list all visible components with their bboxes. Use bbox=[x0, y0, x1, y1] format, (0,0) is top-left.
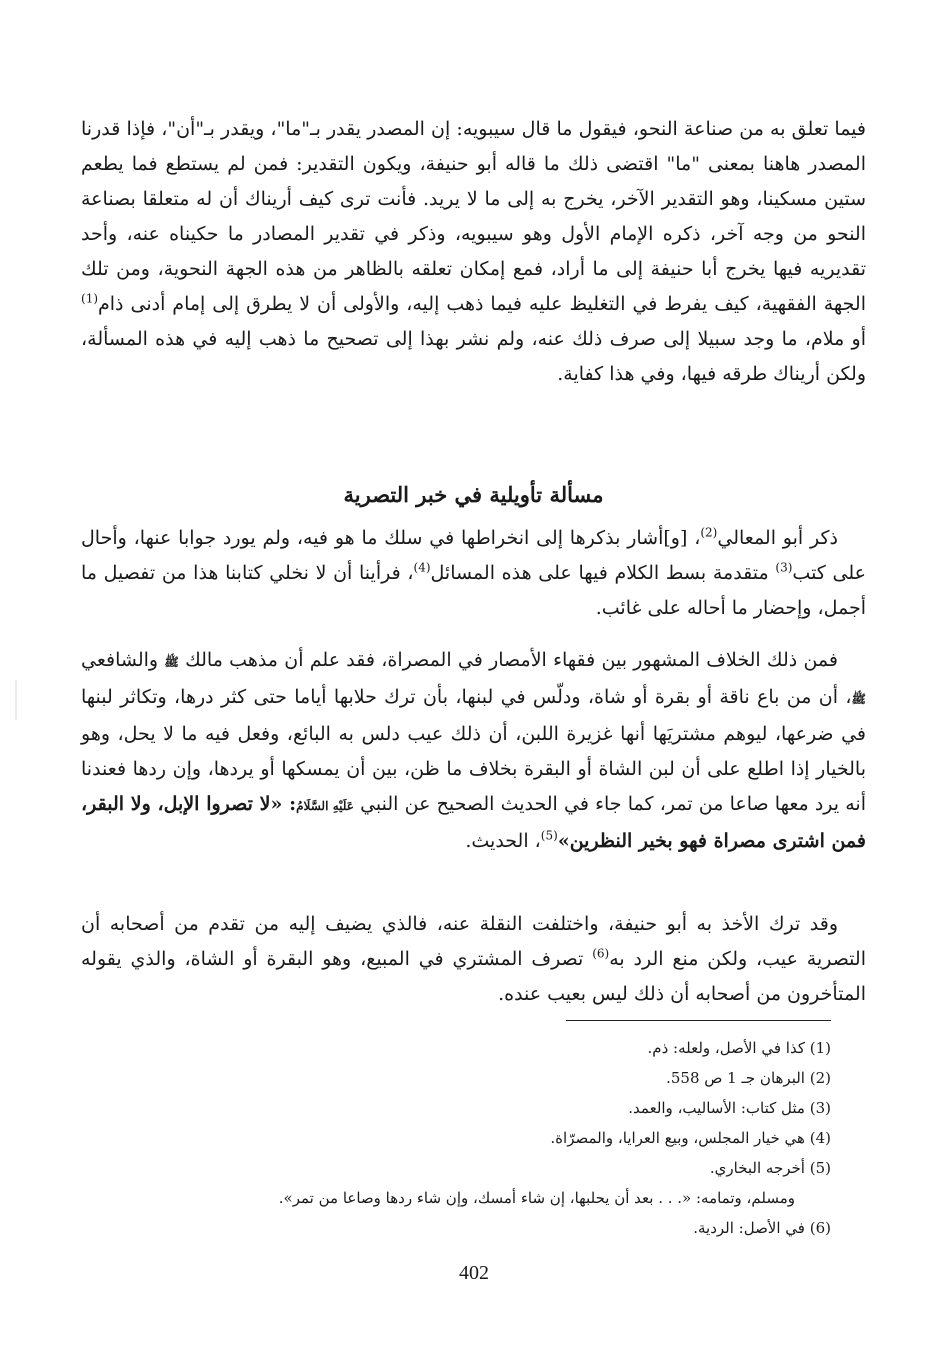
paragraph-4-part-b: تصرف المشتري في المبيع، وهو البقرة أو الشاة، والذي يقوله المتأخرون من أصحابه أن ذلك ليس بعيب عنده. bbox=[81, 948, 866, 1005]
footnote-ref-6: (6) bbox=[592, 946, 610, 961]
honorific-mark-2: ﷺ bbox=[851, 692, 866, 706]
hadith-quote: : «لا تصروا الإبل، ولا البقر، فمن اشترى مصراة فهو بخير النظرين» bbox=[81, 793, 866, 852]
paragraph-3 bbox=[81, 643, 866, 859]
paragraph-3-part-d: ، الحديث. bbox=[465, 830, 541, 852]
footnote-ref-1: (1) bbox=[81, 291, 99, 306]
paragraph-3-part-b: والشافعي bbox=[81, 649, 165, 671]
footnote-ref-2: (2) bbox=[700, 525, 718, 540]
footnote-6: (6) في الأصل: الردية. bbox=[693, 1219, 831, 1237]
scan-artifact bbox=[15, 680, 17, 720]
footnote-2: (2) البرهان جـ 1 ص 558. bbox=[666, 1069, 831, 1087]
footnote-ref-5: (5) bbox=[540, 828, 558, 843]
section-heading: مسألة تأويلية في خبر التصرية bbox=[343, 482, 604, 507]
paragraph-3-part-a: فمن ذلك الخلاف المشهور بين فقهاء الأمصار في المصراة، فقد علم أن مذهب مالك bbox=[185, 649, 838, 671]
paragraph-4-part-a: وقد ترك الأخذ به أبو حنيفة، واختلفت النقلة عنه، فالذي يضيف إليه من تقدم من أصحابه أن التصرية عيب، ولكن منع الرد به bbox=[81, 913, 866, 970]
footnote-3: (3) مثل كتاب: الأساليب، والعمد. bbox=[628, 1099, 831, 1117]
footnote-1: (1) كذا في الأصل، ولعله: ذم. bbox=[647, 1039, 831, 1057]
paragraph-1 bbox=[81, 112, 866, 392]
paragraph-4 bbox=[81, 907, 866, 1012]
paragraph-2-part-d: ، فرأينا أن لا نخلي كتابنا هذا من تفصيل ما أجمل، وإحضار ما أحاله على غائب. bbox=[81, 562, 866, 619]
footnote-separator bbox=[566, 1020, 831, 1021]
paragraph-1-text: فيما تعلق به من صناعة النحو، فيقول ما قال سيبويه: إن المصدر يقدر بـ"ما"، ويقدر بـ"أن"، فإذا قدرنا المصدر هاهنا بمعنى "ما" اقتضى ذلك ما قاله أبو حنيفة، ويكون التقدير: فمن لم يستطع فما يطعم ستين مسكينا، وهو التقدير الآخر، يخرج به إلى ما لا يريد. فأنت ترى كيف أريناك أن له متعلقا بصناعة النحو من وجه آخر، ذكره الإمام الأول وهو سيبويه، وذكر في تقدير المصادر ما حكيناه عنه، وأحد تقديريه فيها يخرج أبا حنيفة إلى ما أراد، فمع إمكان تعلقه بالظاهر من هذه الجهة النحوية، ومن تلك الجهة الفقهية، كيف يفرط في التغليظ عليه فيما ذهب إليه، والأولى أن لا يطرق إلى إمام أدنى ذام bbox=[81, 118, 867, 315]
footnote-4: (4) هي خيار المجلس، وبيع العرايا، والمصرّاة. bbox=[550, 1129, 831, 1147]
page-number: 402 bbox=[459, 1262, 489, 1284]
honorific-mark-1: ﷺ bbox=[164, 655, 179, 669]
paragraph-1-tail: أو ملام، ما وجد سبيلا إلى صرف ذلك عنه، ولم نشر بهذا إلى تصحيح ما ذهب إليه في هذه المسألة، ولكن أريناك طرقه فيها، وفي هذا كفاية. bbox=[81, 328, 867, 385]
paragraph-2-part-a: ذكر أبو المعالي bbox=[717, 527, 838, 549]
footnotes bbox=[131, 1033, 831, 1243]
paragraph-2 bbox=[81, 521, 866, 626]
footnote-5: (5) أخرجه البخاري. bbox=[709, 1159, 831, 1177]
footnote-ref-3: (3) bbox=[775, 560, 793, 575]
honorific-mark-3: عَلَيْهِ السَّلَامُ bbox=[296, 799, 354, 813]
footnote-5-continuation: ومسلم، وتمامه: «. . . بعد أن يحلبها، إن شاء أمسك، وإن شاء ردها وصاعا من تمر». bbox=[278, 1189, 795, 1207]
footnote-ref-4: (4) bbox=[413, 560, 431, 575]
paragraph-2-part-b: ، [و]أشار بذكرها إلى انخراطها في سلك ما هو فيه، ولم يورد جوابا عنها، وأحال على كتب bbox=[81, 527, 866, 584]
paragraph-3-part-c: ، أن من باع ناقة أو بقرة أو شاة، ودلّس في لبنها، بأن ترك حلابها أياما حتى كثر درها، وتكاثر لبنها في ضرعها، ليوهم مشتريَها أنها غزيرة اللبن، أن ذلك عيب دلس به البائع، وفعل فيه ما لا يحل، وهو بالخيار إذا اطلع على أن لبن الشاة أو البقرة بخلاف ما ظن، بين أن يمسكها أو يردها، وإن ردها فعندنا أنه يرد معها صاعا من تمر، كما جاء في الحديث الصحيح عن النبي bbox=[81, 686, 866, 815]
paragraph-2-part-c: متقدمة بسط الكلام فيها على هذه المسائل bbox=[430, 562, 776, 584]
